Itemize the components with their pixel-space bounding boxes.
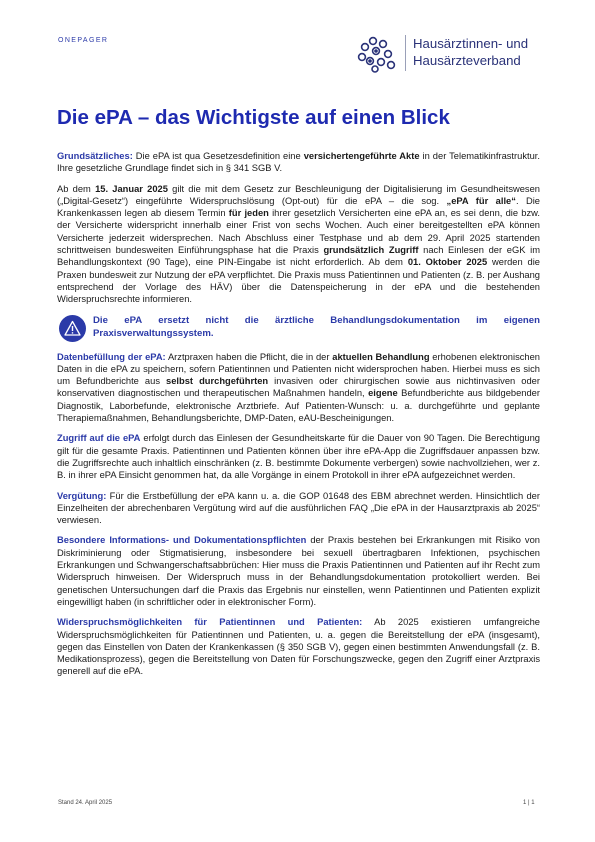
org-logo[interactable] xyxy=(355,33,555,75)
main-content xyxy=(57,150,540,686)
onepager-label: ONEPAGER xyxy=(58,37,109,44)
text-segment: Ab 2025 existieren umfangreiche Widerspruchsmöglichkeiten für Patientinnen und Patienten, u. a. gegen die Bereitstellung der ePA (insgesamt), gegen das Einstellen von Daten der Krankenkassen (§ 350 SGB V), gegen einen bestimmten Anwendungsfall (z. B. Medikationsprozess), gegen die Bereitstellung von Daten für Forschungszwecke, gegen den Zugriff einer Arztpraxis generell auf die ePA. xyxy=(57,617,540,677)
paragraph-start xyxy=(57,183,540,306)
text-segment: Befundberichte aus bildgebender Diagnostik, Laborbefunde, elektronische Arztbriefe. Auf Patienten-Wunsch: u. a. durchgeführte und geplante Therapiemaßnahmen, Behandlungsberichte, DMP-Daten, eAU-Bescheinigungen. xyxy=(57,388,540,424)
text-segment: Arztpraxen haben die Pflicht, die in der xyxy=(165,351,333,362)
hav-logo-icon xyxy=(355,35,399,73)
lead-grundsaetzliches: Grundsätzliches: xyxy=(57,151,133,161)
notice-box xyxy=(57,314,540,342)
text-segment: Ab dem xyxy=(57,183,96,194)
bold-segment: für jeden xyxy=(228,208,269,219)
paragraph-besondere xyxy=(57,534,540,608)
paragraph-zugriff xyxy=(57,432,540,481)
lead-verguetung: Vergütung: xyxy=(57,490,107,501)
org-name-line1: Hausärztinnen- und xyxy=(413,36,529,51)
bold-segment: 01. Oktober 2025 xyxy=(407,257,488,268)
bold-segment: grundsätzlich Zugriff xyxy=(323,245,419,256)
bold-segment: eigene xyxy=(368,388,398,399)
paragraph-grundsaetzliches xyxy=(57,150,540,175)
footer-date: Stand 24. April 2025 xyxy=(58,800,113,806)
bold-segment: aktuellen Behandlung xyxy=(332,351,430,362)
text-segment: erfolgt durch das Einlesen der Gesundheitskarte für die Dauer von 90 Tagen. Die Berechtigung gilt für die gesamte Praxis. Patientinnen und Patienten können über ihre ePA-App die Zugriffsdauer anpassen bzw. die Zugriffsrechte auch inhaltlich einschränken (z. B. bestimmte Dokumente verbergen) sowie nachvollziehen, wer z. B. in ihrer ePA Einsicht genommen hat, da alle Vorgänge in einem Protokoll in ihrer ePA aufgezeichnet werden. xyxy=(57,433,540,481)
paragraph-verguetung xyxy=(57,490,540,527)
text-segment: in der Telematikinfrastruktur. Ihre gesetzliche Grundlage findet sich in § 341 SGB V. xyxy=(57,151,540,174)
text-segment: erhobenen elektronischen Daten in die ePA zu speichern, sofern Patientinnen und Patienten nicht widersprochen haben. Hierbei muss es sich um Befundberichte aus xyxy=(57,351,541,387)
bold-segment: selbst durchgeführten xyxy=(166,376,269,387)
text-segment: nach Einlesen der eGK im Behandlungskontext (90 Tage), eine PIN-Eingabe ist nicht erforderlich. Ab dem xyxy=(57,245,540,268)
footer-page-number: 1 | 1 xyxy=(523,800,535,806)
lead-widerspruch: Widerspruchsmöglichkeiten für Patientinnen und Patienten: xyxy=(57,617,363,628)
text-segment: werden die Praxen bundesweit zur Nutzung der ePA verpflichtet. Die Praxis muss Patientinnen und Patienten (z. B. per Aushang entsprechend der Vorlage des HÄV) über die Datenspeicherung in der ePA und die bestehenden Widerspruchsrechte informieren. xyxy=(57,257,541,305)
bold-segment: versichertengeführte Akte xyxy=(303,151,420,161)
org-name xyxy=(413,35,528,69)
warning-icon xyxy=(59,315,86,342)
text-segment: der Praxis bestehen bei Erkrankungen mit Risiko von Diskriminierung oder Stigmatisierung, insbesondere bei sexuell übertragbaren Infektionen, psychischen Erkrankungen und Schwangerschaftsabbrüchen: Hier muss die Praxis Patientinnen und Patienten auf ihr Recht zum Widerspruch hinweisen. Der Widerspruch muss in der Behandlungsdokumentation protokolliert werden. Bei genetischen Untersuchungen darf die Praxis das Ergebnis nur einstellen, wenn Patientinnen und Patienten explizit eingewilligt haben (in schriftlicher oder in elektronischer Form). xyxy=(57,535,540,607)
text-segment: ihrer gesetzlich Versicherten eine ePA an, es sei denn, die bzw. der Versicherte widerspricht innerhalb einer Frist von sechs Wochen. Auch einer bereitgestellten ePA können Versicherte jederzeit widersprechen. Nach Abschluss einer Testphase und ab dem 29. April 2025 startenden schrittweisen bundesweiten Einführungsphase hat die Praxis xyxy=(57,208,540,256)
text-segment: Für die Erstbefüllung der ePA kann u. a. die GOP 01648 des EBM abrechnet werden. Hinsichtlich der Einzelheiten der abrechenbaren Vergütung wird auf die ausführlichen FAQ „Die ePA in der Hausarztpraxis ab 2025“ verwiesen. xyxy=(57,490,540,526)
text-segment: . Die Krankenkassen legen ab diesem Termin xyxy=(57,195,540,219)
lead-besondere: Besondere Informations- und Dokumentationspflichten xyxy=(57,535,307,546)
lead-datenbefuellung: Datenbefüllung der ePA: xyxy=(57,351,166,362)
bold-segment: 15. Januar 2025 xyxy=(95,183,168,194)
logo-divider xyxy=(405,35,406,71)
paragraph-widerspruch xyxy=(57,616,540,677)
lead-zugriff: Zugriff auf die ePA xyxy=(57,433,141,444)
org-name-line2: Hausärzteverband xyxy=(413,53,521,68)
bold-segment: „ePA für alle“ xyxy=(446,195,516,206)
paragraph-datenbefuellung xyxy=(57,351,540,425)
page-title: Die ePA – das Wichtigste auf einen Blick xyxy=(57,106,450,129)
text-segment: gilt die mit dem Gesetz zur Beschleunigung der Digitalisierung im Gesundheitswesen („Digital-Gesetz“) eingeführte Widerspruchslösung (Opt-out) für die ePA – die sog. xyxy=(57,183,540,206)
notice-text: Die ePA ersetzt nicht die ärztliche Behandlungsdokumentation im eigenen Praxisverwaltungssystem. xyxy=(93,314,540,339)
text-segment: invasiven oder chirurgischen sowie aus nichtinvasiven oder konservativen diagnostischen und therapeutischen Maßnahmen handeln, xyxy=(57,376,540,399)
text-segment: Die ePA ist qua Gesetzesdefinition eine xyxy=(132,151,304,161)
